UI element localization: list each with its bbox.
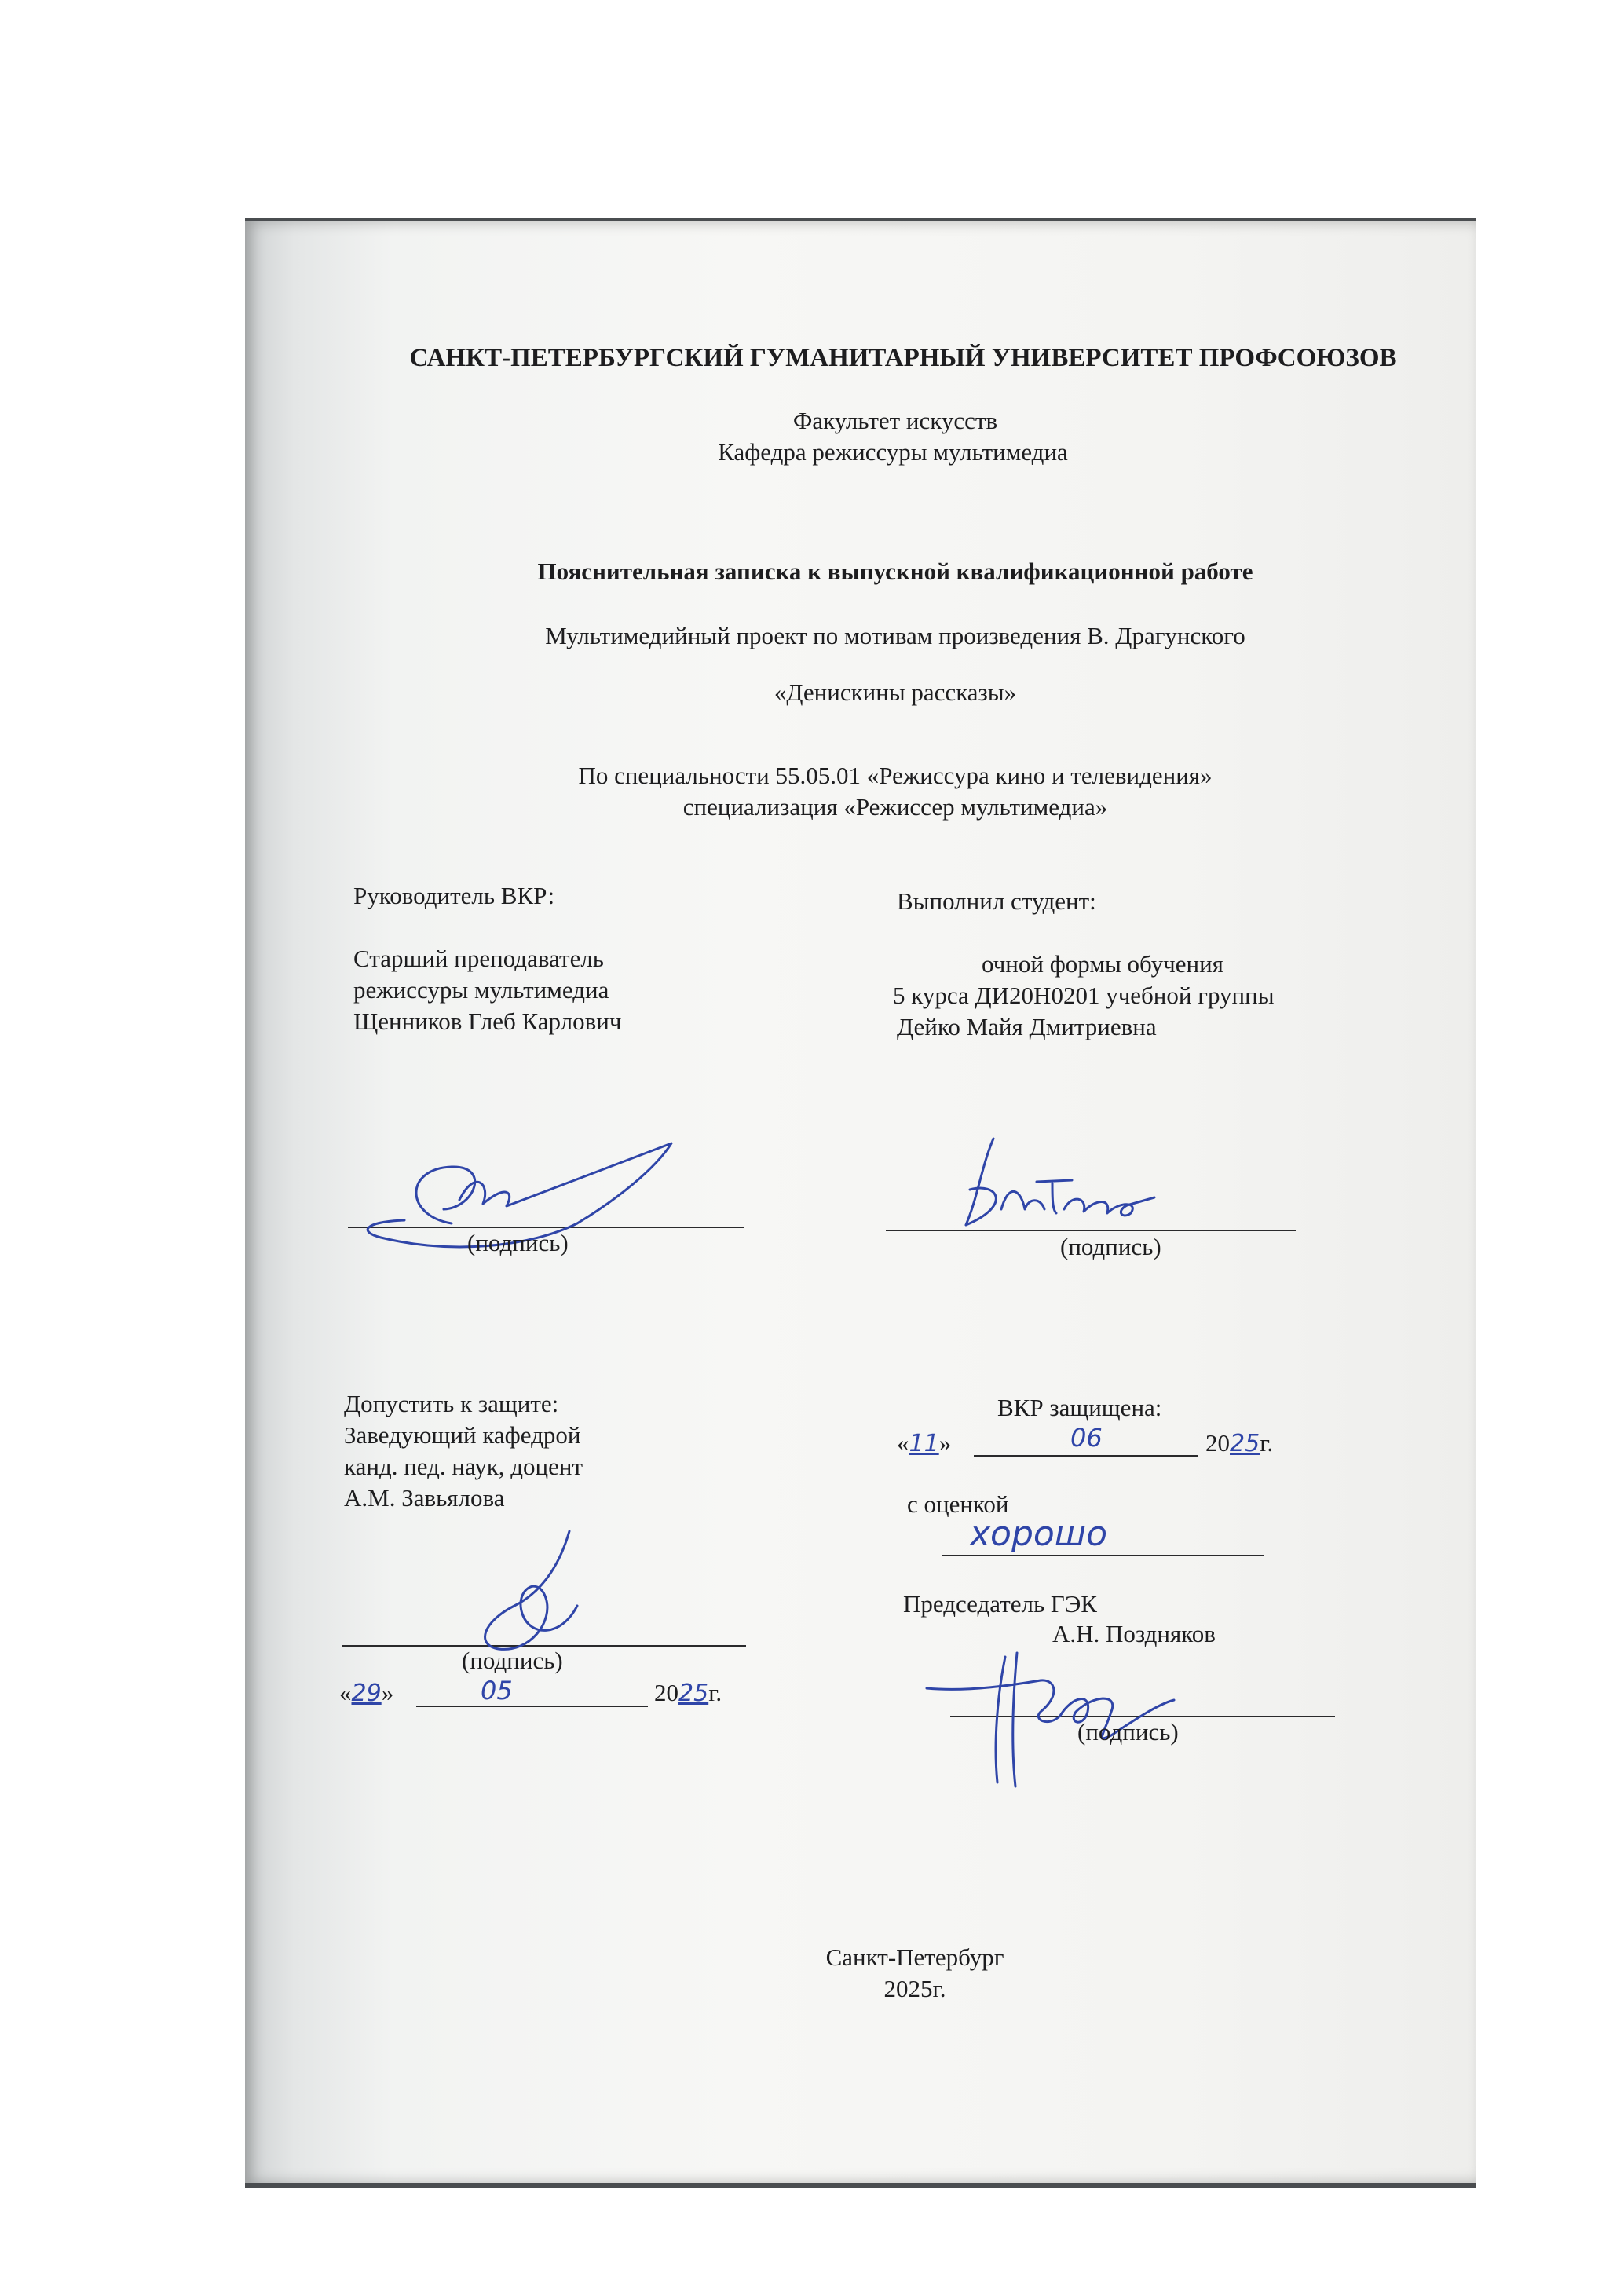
- year-unit: г.: [708, 1679, 722, 1706]
- grade-value: хорошо: [970, 1514, 1107, 1554]
- date-open-quote: «: [897, 1429, 909, 1457]
- date-open-quote: «: [339, 1679, 352, 1706]
- admission-role: Заведующий кафедрой: [344, 1421, 581, 1449]
- defense-year-suffix: 25: [1230, 1430, 1260, 1457]
- defense-date-day: [897, 1429, 951, 1458]
- admission-year: [654, 1679, 722, 1708]
- defense-month-line: [974, 1455, 1198, 1457]
- grade-label: с оценкой: [907, 1490, 1009, 1518]
- year-prefix: 20: [654, 1679, 678, 1706]
- grade-line: [942, 1555, 1264, 1556]
- admission-name: А.М. Завьялова: [344, 1484, 505, 1512]
- head-signature-caption: (подпись): [462, 1647, 563, 1674]
- admission-day: 29: [351, 1680, 382, 1707]
- university-name: САНКТ-ПЕТЕРБУРГСКИЙ ГУМАНИТАРНЫЙ УНИВЕРСИТЕТ ПРОФСОЮЗОВ: [409, 344, 1397, 372]
- chair-name: А.Н. Поздняков: [1052, 1620, 1216, 1647]
- date-close-quote: »: [381, 1679, 394, 1706]
- specialization: специализация «Режиссер мультимедиа»: [682, 793, 1108, 821]
- project-title-line1: Мультимедийный проект по мотивам произведения В. Драгунского: [545, 622, 1245, 649]
- student-name: Дейко Майя Дмитриевна: [897, 1013, 1157, 1040]
- specialty: По специальности 55.05.01 «Режиссура кино и телевидения»: [578, 762, 1213, 789]
- admission-degree: канд. пед. наук, доцент: [344, 1453, 583, 1480]
- year-prefix: 20: [1205, 1429, 1230, 1457]
- defense-month: 06: [1070, 1423, 1103, 1453]
- document-heading: Пояснительная записка к выпускной квалификационной работе: [537, 558, 1253, 585]
- supervisor-position-1: Старший преподаватель: [353, 945, 604, 972]
- footer-year: 2025г.: [883, 1975, 946, 2002]
- project-title-line2: «Денискины рассказы»: [774, 678, 1017, 706]
- admission-date: [339, 1679, 393, 1708]
- supervisor-signature-caption: (подпись): [467, 1229, 569, 1256]
- date-close-quote: »: [938, 1429, 952, 1457]
- student-signature: [935, 1135, 1170, 1237]
- student-group: 5 курса ДИ20Н0201 учебной группы: [893, 982, 1275, 1009]
- year-unit: г.: [1260, 1429, 1274, 1457]
- defense-label: ВКР защищена:: [997, 1394, 1162, 1421]
- admission-month: 05: [481, 1676, 513, 1706]
- defense-day: 11: [909, 1430, 939, 1457]
- defense-year: [1205, 1429, 1273, 1458]
- chair-signature-caption: (подпись): [1077, 1718, 1179, 1746]
- admission-month-line: [416, 1706, 648, 1707]
- department-name: Кафедра режиссуры мультимедиа: [718, 438, 1068, 466]
- student-study-form: очной формы обучения: [982, 950, 1223, 978]
- faculty-name: Факультет искусств: [792, 407, 998, 434]
- student-signature-caption: (подпись): [1060, 1233, 1161, 1260]
- chair-label: Председатель ГЭК: [903, 1590, 1097, 1618]
- footer-city: Санкт-Петербург: [825, 1943, 1004, 1971]
- supervisor-position-2: режиссуры мультимедиа: [353, 976, 609, 1004]
- student-label: Выполнил студент:: [897, 887, 1096, 915]
- admission-year-suffix: 25: [678, 1680, 709, 1707]
- supervisor-name: Щенников Глеб Карлович: [353, 1007, 622, 1035]
- head-of-department-signature: [444, 1527, 601, 1661]
- supervisor-label: Руководитель ВКР:: [353, 882, 555, 909]
- admission-label: Допустить к защите:: [344, 1390, 559, 1417]
